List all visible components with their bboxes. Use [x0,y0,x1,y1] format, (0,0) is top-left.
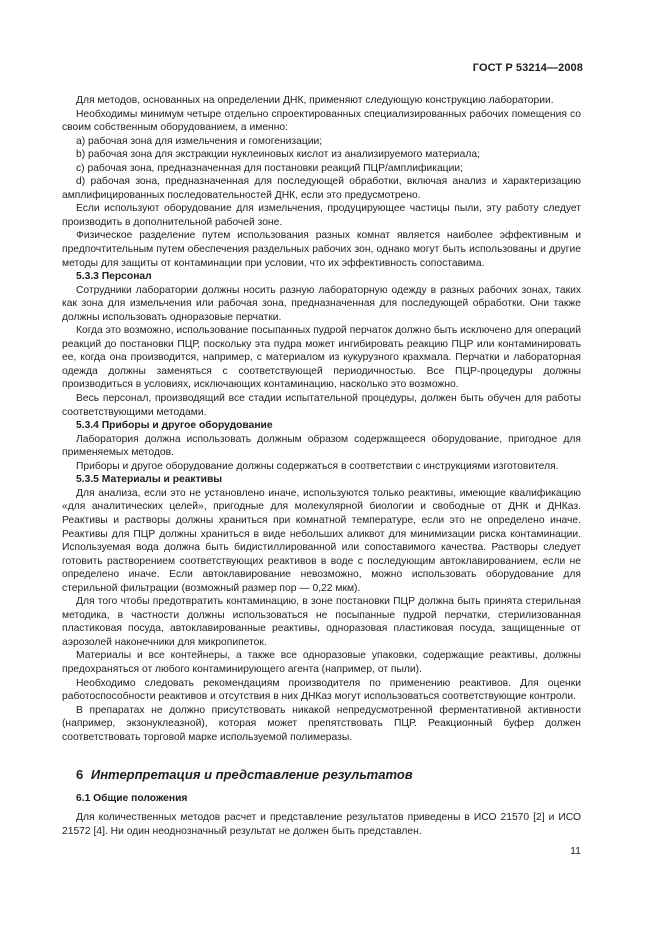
document-body [62,94,581,838]
section-number: 6 [76,767,84,783]
list-item: a) рабочая зона для измельчения и гомогенизации; [76,135,323,147]
paragraph: Физическое разделение путем использования разных комнат является наиболее эффективным и предпочтительным путем обеспечения раздельных рабочих зон, однако могут быть использованы и другие методы для защиты от контаминации при условии, что их эффективность сопоставима. [62,230,581,269]
list-item: c) рабочая зона, предназначенная для постановки реакций ПЦР/амплификации; [76,162,463,174]
subsection-heading-5-3-3: 5.3.3 Персонал [76,271,152,283]
section-title: Интерпретация и представление результатов [90,767,413,783]
paragraph: Для анализа, если это не установлено иначе, используются только реактивы, имеющие квалификацию «для аналитических целей», пригодные для молекулярной биологии и свободные от ДНК и ДНКаз. Реактивы и растворы должны храниться при комнатной температуре, если это не определено иначе. Реактивы для ПЦР должны храниться в виде небольших аликвот для минимизации риска контаминации. Используемая вода должна быть бидистиллированной или сопоставимого качества. Растворы следует готовить растворением соответствующих реактивов в воде с последующим автоклавированием, если не определено иначе. Если автоклавирование невозможно, можно использовать оборудование для стерильной фильтрации (возможный размер пор — 0,22 мкм). [62,487,581,594]
paragraph: Когда это возможно, использование посыпанных пудрой перчаток должно быть исключено для операций реакций до постановки ПЦР, поскольку эта пудра может ингибировать реакцию ПЦР или контаминировать ее, когда она производится, например, с материалом из кукурузного крахмала. Перчатки и лабораторная одежда должны заменяться с соответствующей периодичностью. Все ПЦР-процедуры должны производиться в условиях, исключающих контаминацию, насколько это возможно. [62,325,581,391]
list-item: d) рабочая зона, предназначенная для последующей обработки, включая анализ и характеризацию амплифицированных последовательностей ДНК, если это предусмотрено. [62,176,581,201]
subsection-heading-5-3-4: 5.3.4 Приборы и другое оборудование [76,420,273,432]
page-number: 11 [570,845,581,857]
section-heading-6 [76,768,581,782]
subsection-heading-5-3-5: 5.3.5 Материалы и реактивы [76,474,223,486]
paragraph: Для методов, основанных на определении ДНК, применяют следующую конструкцию лаборатории. [76,95,554,106]
paragraph: Лаборатория должна использовать должным образом содержащееся оборудование, пригодное для применяемых методов. [62,433,581,459]
paragraph: Весь персонал, производящий все стадии испытательной процедуры, должен быть обучен для работы соответствующими методами. [62,393,581,418]
paragraph: Сотрудники лаборатории должны носить разную лабораторную одежду в разных рабочих зонах, таких как зона для измельчения или рабочая зона, предназначенная для последующей обработки. Они также должны использовать одноразовые перчатки. [62,284,581,323]
paragraph: Для количественных методов расчет и представление результатов приведены в ИСО 21570 [2] и ИСО 21572 [4]. Ни один неоднозначный результат не должен быть представлен. [62,812,581,837]
paragraph: Приборы и другое оборудование должны содержаться в соответствии с инструкциями изготовителя. [76,460,559,472]
paragraph: Необходимы минимум четыре отдельно спроектированных специализированных рабочих помещения со своим собственным оборудованием, а именно: [62,108,581,134]
paragraph: Для того чтобы предотвратить контаминацию, в зоне постановки ПЦР должна быть принята стерильная методика, в частности должны использоваться не посыпанные пудрой перчатки, стерилизованная пластиковая посуда, автоклавированные реактивы, одноразовая пластиковая посуда, защищенные от аэрозолей наконечники для микропипеток. [62,596,581,648]
paragraph: В препаратах не должно присутствовать никакой непредусмотренной ферментативной активности (например, экзонуклеазной), которая может препятствовать ПЦР. Реакционный буфер должен соответствовать торговой марке используемой полимеразы. [62,704,581,743]
document-id-header: ГОСТ Р 53214—2008 [472,62,583,74]
list-item: b) рабочая зона для экстракции нуклеиновых кислот из анализируемого материала; [76,149,480,161]
paragraph: Необходимо следовать рекомендациям производителя по применению реактивов. Для оценки работоспособности реактивов и отсутствия в них ДНКаз могут использоваться соответствующие контроли. [62,677,581,703]
subsection-heading-6-1: 6.1 Общие положения [76,792,188,804]
paragraph: Материалы и все контейнеры, а также все одноразовые упаковки, содержащие реактивы, должны предохраняться от любого контаминирующего агента (например, от пыли). [62,650,581,675]
paragraph: Если используют оборудование для измельчения, продуцирующее частицы пыли, эту работу следует производить в дополнительной рабочей зоне. [62,203,581,228]
